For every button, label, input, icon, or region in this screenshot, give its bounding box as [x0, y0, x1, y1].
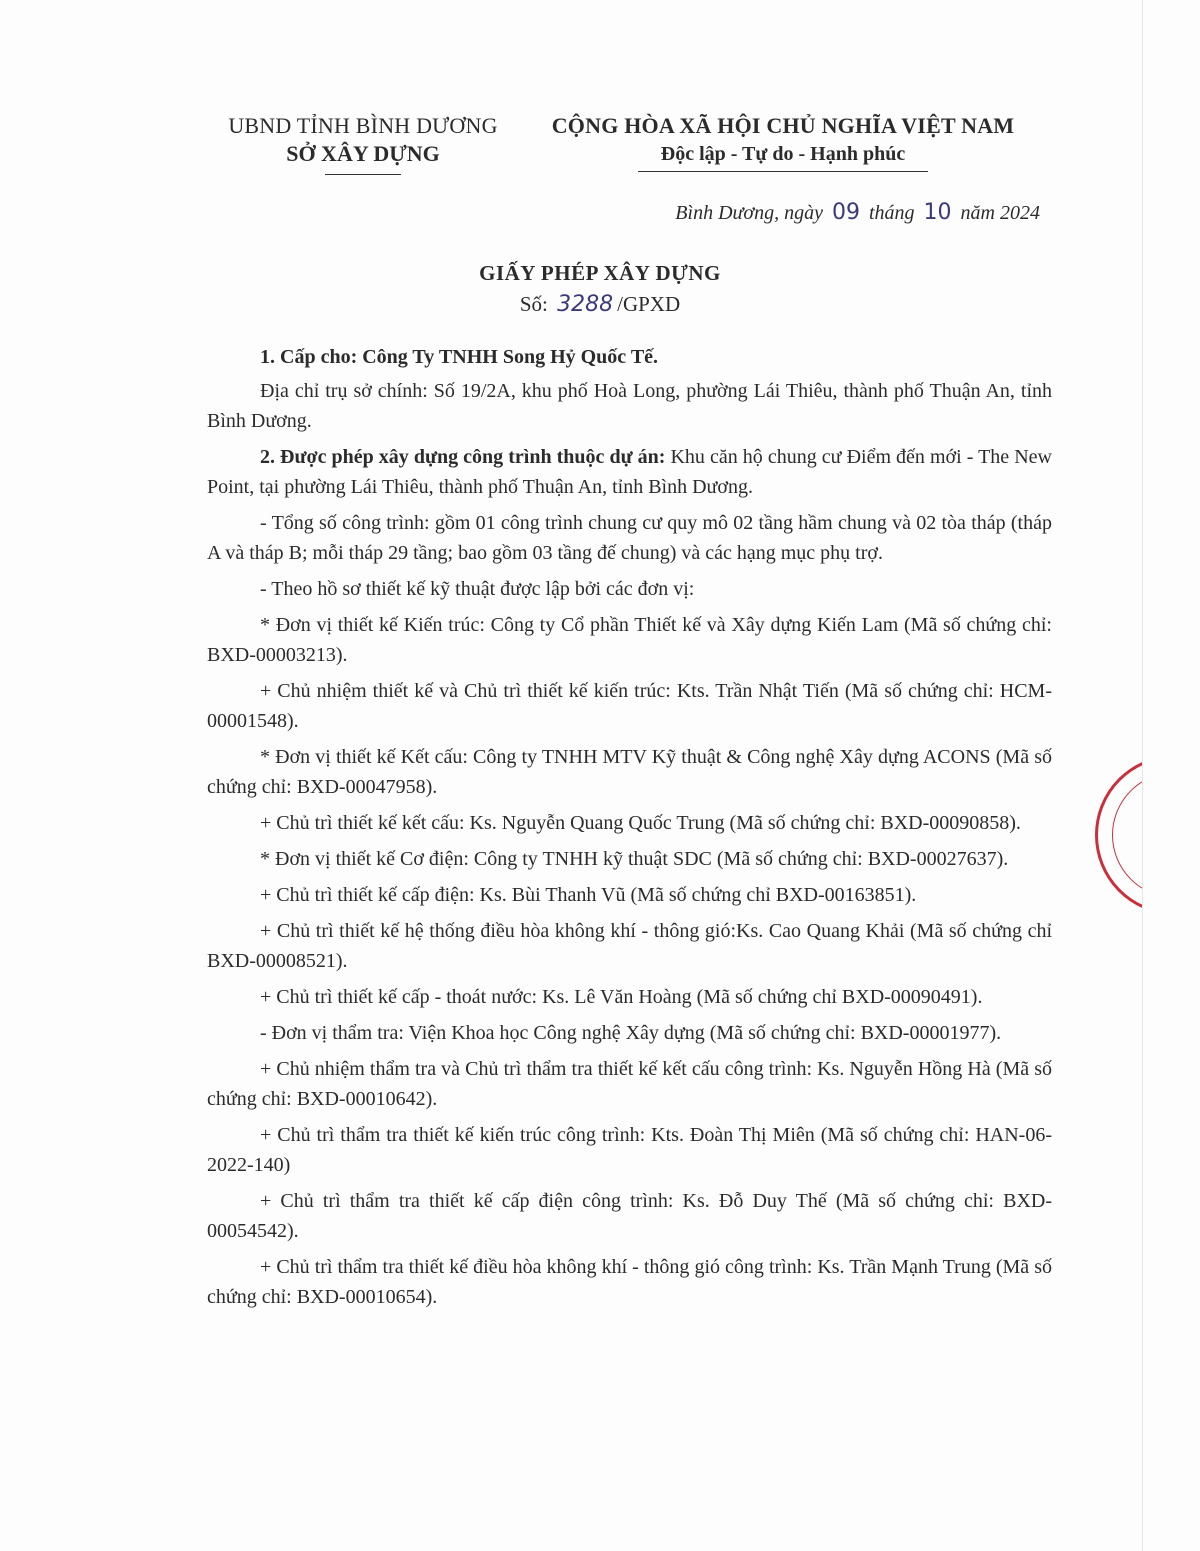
- body-paragraph: + Chủ trì thẩm tra thiết kế kiến trúc công trình: Kts. Đoàn Thị Miên (Mã số chứng chỉ: HAN-06-2022-140): [207, 1124, 1052, 1176]
- body-paragraph: * Đơn vị thiết kế Kiến trúc: Công ty Cổ phần Thiết kế và Xây dựng Kiến Lam (Mã số chứng chỉ: BXD-00003213).: [207, 614, 1052, 666]
- number-value: 3288: [557, 292, 614, 317]
- date-day: 09: [831, 200, 860, 225]
- issuing-authority: [208, 112, 518, 175]
- date-month-label: tháng: [868, 202, 915, 224]
- nation-name: CỘNG HÒA XÃ HỘI CHỦ NGHĨA VIỆT NAM: [551, 113, 1015, 138]
- body-paragraph: * Đơn vị thiết kế Cơ điện: Công ty TNHH kỹ thuật SDC (Mã số chứng chỉ: BXD-00027637).: [260, 848, 1009, 870]
- body-paragraph: + Chủ trì thẩm tra thiết kế điều hòa không khí - thông gió công trình: Ks. Trần Mạnh Trung (Mã số chứng chỉ: BXD-00010654).: [207, 1256, 1052, 1308]
- body-paragraph: + Chủ nhiệm thẩm tra và Chủ trì thẩm tra thiết kế kết cấu công trình: Ks. Nguyễn Hồng Hà (Mã số chứng chỉ: BXD-00010642).: [207, 1058, 1052, 1110]
- department-name: SỞ XÂY DỰNG: [286, 141, 440, 166]
- body-paragraph: + Chủ nhiệm thiết kế và Chủ trì thiết kế kiến trúc: Kts. Trần Nhật Tiến (Mã số chứng chỉ: HCM-00001548).: [207, 680, 1052, 732]
- date-month: 10: [923, 200, 952, 225]
- issue-date: [560, 198, 1040, 228]
- permit-body: [207, 342, 1052, 1318]
- body-paragraph: + Chủ trì thiết kế cấp điện: Ks. Bùi Thanh Vũ (Mã số chứng chỉ BXD-00163851).: [260, 884, 917, 906]
- national-header: [528, 112, 1038, 172]
- page-edge-line: [1142, 0, 1143, 1551]
- department-underline: [325, 174, 401, 175]
- date-prefix: Bình Dương, ngày: [675, 202, 823, 224]
- permitted-project-label: 2. Được phép xây dựng công trình thuộc dự án:: [260, 446, 666, 468]
- permitted-project: [207, 442, 1052, 502]
- paragraph-list: [207, 508, 1052, 1312]
- body-paragraph: + Chủ trì thiết kế kết cấu: Ks. Nguyễn Quang Quốc Trung (Mã số chứng chỉ: BXD-00090858).: [260, 812, 1021, 834]
- grant-to: 1. Cấp cho: Công Ty TNHH Song Hỷ Quốc Tế.: [260, 346, 659, 368]
- body-paragraph: * Đơn vị thiết kế Kết cấu: Công ty TNHH MTV Kỹ thuật & Công nghệ Xây dựng ACONS (Mã số chứng chỉ: BXD-00047958).: [207, 746, 1052, 798]
- body-paragraph: - Tổng số công trình: gồm 01 công trình chung cư quy mô 02 tầng hầm chung và 02 tòa tháp (tháp A và tháp B; mỗi tháp 29 tầng; bao gồm 03 tầng đế chung) và các hạng mục phụ trợ.: [207, 512, 1052, 564]
- permit-title: GIẤY PHÉP XÂY DỰNG: [479, 261, 721, 285]
- permit-number: [0, 288, 1200, 321]
- page-margin: [1143, 740, 1200, 940]
- body-paragraph: - Đơn vị thẩm tra: Viện Khoa học Công nghệ Xây dựng (Mã số chứng chỉ: BXD-00001977).: [260, 1022, 1002, 1044]
- date-year: năm 2024: [960, 202, 1040, 224]
- national-motto: Độc lập - Tự do - Hạnh phúc: [660, 143, 906, 165]
- permitted-project-text: Khu căn hộ chung cư Điểm đến mới - The New Point, tại phường Lái Thiêu, thành phố Thuận An, tỉnh Bình Dương.: [207, 446, 1053, 498]
- body-paragraph: + Chủ trì thẩm tra thiết kế cấp điện công trình: Ks. Đỗ Duy Thế (Mã số chứng chỉ: BXD-00054542).: [207, 1190, 1052, 1242]
- organization-name: UBND TỈNH BÌNH DƯƠNG: [228, 113, 498, 138]
- number-prefix: Số:: [519, 292, 548, 316]
- permit-title-block: [0, 258, 1200, 321]
- number-suffix: /GPXD: [617, 292, 681, 316]
- motto-underline: [638, 171, 928, 172]
- grantee-address: Địa chỉ trụ sở chính: Số 19/2A, khu phố Hoà Long, phường Lái Thiêu, thành phố Thuận An, tỉnh Bình Dương.: [207, 380, 1052, 432]
- body-paragraph: - Theo hồ sơ thiết kế kỹ thuật được lập bởi các đơn vị:: [260, 578, 695, 600]
- body-paragraph: + Chủ trì thiết kế cấp - thoát nước: Ks. Lê Văn Hoàng (Mã số chứng chỉ BXD-00090491).: [260, 986, 983, 1008]
- body-paragraph: + Chủ trì thiết kế hệ thống điều hòa không khí - thông gió:Ks. Cao Quang Khải (Mã số chứng chỉ BXD-00008521).: [207, 920, 1052, 972]
